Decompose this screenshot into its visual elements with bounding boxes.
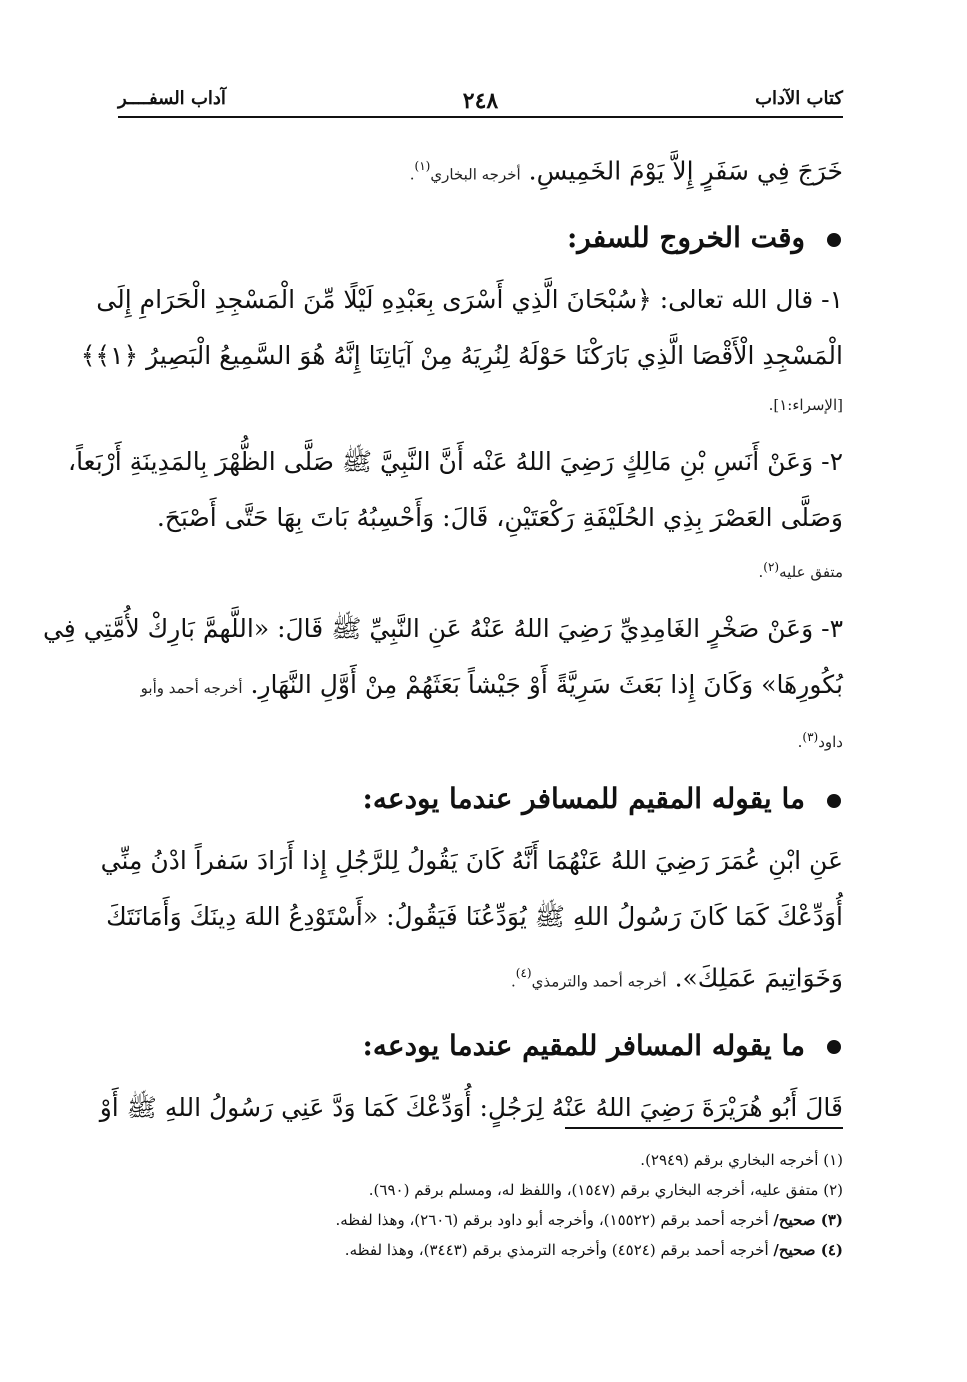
- footnote-ref: (١): [414, 159, 431, 173]
- source-end: .: [511, 972, 516, 991]
- item-2-source: [118, 546, 843, 593]
- item-2-line-2: [118, 490, 843, 546]
- main-text: [42, 138, 843, 1136]
- para-4-line-2: [106, 889, 843, 945]
- hadith-text-cont: أُوَدِّعْكَ كَمَا كَانَ رَسُولُ اللهِ ﷺ يُوَدِّعُنَا فَيَقُولُ: «أَسْتَوْدِعُ اللهَ دِينَكَ وَأَمَانَتَكَ: [106, 902, 843, 932]
- header-chapter-title: آداب السفــــر: [118, 88, 226, 109]
- continued-line: [118, 138, 843, 202]
- quran-verse: قال الله تعالى: ﴿سُبْحَانَ الَّذِي أَسْرَى بِعَبْدِهِ لَيْلًا مِّنَ الْمَسْجِدِ الْحَرَامِ إِلَى: [96, 285, 814, 315]
- source-end: .: [409, 165, 415, 184]
- verse-reference: [الإسراء:١].: [768, 396, 843, 415]
- section-heading-resident-farewell: ما يقوله المقيم للمسافر عندما يودعه:: [118, 767, 843, 831]
- item-1-line-2: [80, 328, 843, 384]
- item-1-source: [118, 384, 843, 426]
- source-end: .: [758, 563, 764, 582]
- source-note: متفق عليه: [779, 563, 843, 582]
- item-3-line-1: [42, 601, 843, 657]
- bullet-icon: [827, 1040, 841, 1054]
- item-number: ٢-: [821, 447, 843, 477]
- hadith-text: قَالَ أَبُو هُرَيْرَةَ رَضِيَ اللهُ عَنْهُ لِرَجُلٍ: أُوَدِّعْكَ كَمَا وَدَّ عَنِي رَسُولُ اللهِ ﷺ أَوْ: [99, 1092, 843, 1122]
- grading-label: (٤) صحيح/: [773, 1241, 843, 1259]
- footnote-1: (١) أخرجه البخاري برقم (٢٩٤٩).: [640, 1151, 843, 1169]
- grading-label: (٣) صحيح/: [773, 1211, 843, 1229]
- header-rule: [118, 116, 843, 118]
- item-3-line-2: [118, 657, 843, 716]
- footnote-ref: (٢): [763, 560, 780, 575]
- footnote-4: (٤) صحيح/ أخرجه أحمد برقم (٤٥٢٤) وأخرجه الترمذي برقم (٣٤٤٣)، وهذا لفظه.: [344, 1241, 843, 1259]
- source-end: .: [797, 733, 803, 752]
- section-heading-departure-time: وقت الخروج للسفر:: [118, 206, 843, 270]
- source-note-cont: داود: [818, 733, 843, 752]
- hadith-text-cont: وَصَلَّى العَصْرَ بِذِي الحُلَيْفَةِ رَكْعَتَيْنِ، قَالَ: وَأَحْسِبُهُ بَاتَ بِهَا حَتَّى أَصْبَحَ.: [156, 503, 843, 533]
- footnote-3: (٣) صحيح/ أخرجه أحمد برقم (١٥٥٢٢)، وأخرجه أبو داود برقم (٢٦٠٦)، وهذا لفظه.: [335, 1211, 843, 1229]
- item-2-line-1: [68, 434, 843, 490]
- footnote-ref: (٤): [515, 966, 532, 981]
- page-number: ٢٤٨: [462, 88, 499, 114]
- source-note: أخرجه البخاري: [430, 165, 521, 184]
- item-1-line-1: [96, 272, 843, 328]
- hadith-text: وَعَنْ صَخْرٍ الغَامِدِيِّ رَضِيَ اللهُ عَنْهُ عَنِ النَّبِيِّ ﷺ قَالَ: «اللَّهمَّ بَارِكْ لأُمَّتِي فِي: [42, 614, 814, 644]
- source-note: أخرجه أحمد والترمذي: [531, 972, 667, 991]
- hadith-text-cont: وَخَوَاتِيمَ عَمَلِكَ».: [674, 963, 843, 993]
- header-book-title: كتاب الآداب: [755, 88, 843, 109]
- footnote-rule: [565, 1127, 843, 1129]
- hadith-text-cont: بُكُورِهَا» وَكَانَ إِذا بَعَثَ سَرِيَّةً أَوْ جَيْشاً بَعَثَهُمْ مِنْ أَوَّلِ النَّهَارِ.: [250, 670, 843, 700]
- item-number: ١-: [821, 285, 843, 315]
- hadith-text: خَرَجَ فِي سَفَرٍ إِلاَّ يَوْمَ الخَمِيسِ.: [528, 156, 843, 186]
- running-header: [118, 88, 843, 114]
- footnotes: [118, 1145, 843, 1265]
- hadith-text: وَعَنْ أَنَسِ بْنِ مَالِكٍ رَضِيَ اللهُ عَنْه أَنَّ النَّبِيَّ ﷺ صَلَّى الظُّهْرَ بِالمَدِينَةِ أَرْبَعاً،: [68, 447, 814, 477]
- item-number: ٣-: [821, 614, 843, 644]
- bullet-icon: [827, 794, 841, 808]
- section-heading-traveler-farewell: ما يقوله المسافر للمقيم عندما يودعه:: [118, 1014, 843, 1078]
- quran-verse-cont: الْمَسْجِدِ الْأَقْصَا الَّذِي بَارَكْنَا حَوْلَهُ لِنُرِيَهُ مِنْ آيَاتِنَا إِنَّهُ هُوَ السَّمِيعُ الْبَصِيرُ ﴿١﴾﴾: [80, 341, 843, 371]
- hadith-text: عَنِ ابْنِ عُمَرَ رَضِيَ اللهُ عَنْهُمَا أَنَّهُ كَانَ يَقُولُ لِلرَّجُلِ إِذا أَرَادَ سَفراً ادْنُ مِنِّي: [100, 846, 843, 876]
- para-4-line-1: [100, 833, 843, 889]
- bullet-icon: [827, 233, 841, 247]
- item-3-source: [118, 716, 843, 763]
- footnote-2: (٢) متفق عليه، أخرجه البخاري برقم (١٥٤٧)، واللفظ له، ومسلم برقم (٦٩٠).: [368, 1181, 843, 1199]
- source-note: أخرجه أحمد وأبو: [140, 679, 243, 698]
- footnote-ref: (٣): [802, 730, 819, 745]
- para-4-line-3: [118, 945, 843, 1009]
